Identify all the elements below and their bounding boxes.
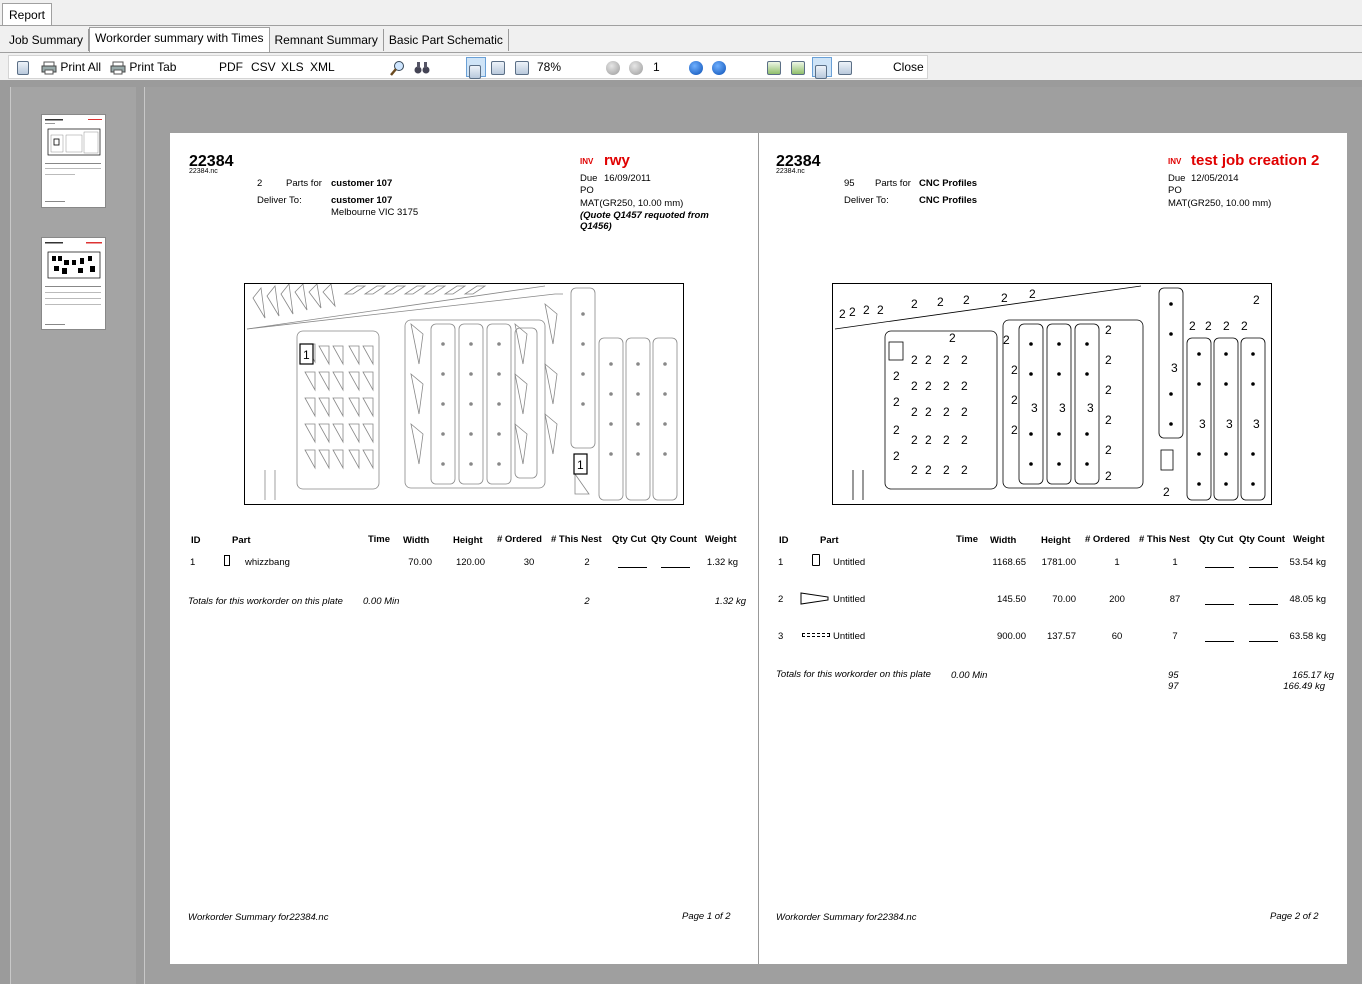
report-tabs (4, 29, 509, 52)
page-footer: Workorder Summary for22384.nc (188, 912, 329, 923)
nest-part-label: 2 (1003, 333, 1010, 347)
row-width: 145.50 (996, 594, 1026, 605)
row-this-nest: 87 (1169, 594, 1181, 605)
thumbnail-pane (10, 87, 136, 984)
due-label: Due (580, 173, 598, 184)
totals-time: 0.00 Min (363, 596, 400, 607)
row-height: 120.00 (455, 557, 485, 568)
print-all-button[interactable] (41, 56, 101, 78)
part-quantity: 2 (257, 178, 263, 189)
col-ordered: # Ordered (1085, 534, 1130, 545)
qty-count-blank (661, 567, 690, 568)
col-ordered: # Ordered (497, 534, 542, 545)
row-height: 137.57 (1046, 631, 1076, 642)
nest-part-label: 2 (943, 463, 950, 477)
page-number-label: Page 1 of 2 (682, 911, 731, 922)
inv-label: INV (1168, 157, 1182, 166)
deliver-to-label: Deliver To: (257, 195, 302, 206)
nest-part-label: 2 (1105, 443, 1112, 457)
qty-cut-blank (1205, 567, 1234, 568)
job-number: 22384 (776, 153, 821, 170)
col-time: Time (368, 534, 391, 545)
row-id: 1 (778, 557, 784, 568)
print-tab-button[interactable] (110, 56, 176, 78)
printer-icon (41, 61, 57, 75)
inv-name: rwy (604, 152, 630, 169)
nest-part-label: 2 (849, 305, 856, 319)
col-height: Height (1041, 535, 1071, 546)
nest-part-label: 2 (1105, 323, 1112, 337)
row-width: 900.00 (996, 631, 1026, 642)
qty-cut-blank (1205, 604, 1234, 605)
inv-name: test job creation 2 (1191, 152, 1320, 169)
nest-part-label: 3 (1226, 417, 1233, 431)
part-quantity: 95 (844, 178, 855, 189)
nest-part-label: 2 (893, 395, 900, 409)
col-time: Time (956, 534, 979, 545)
totals-weight: 165.17 kg (1292, 670, 1334, 681)
totals-nest: 95 (1168, 670, 1179, 681)
printer-icon (110, 61, 126, 75)
col-weight: Weight (705, 534, 737, 545)
deliver-name: customer 107 (331, 195, 393, 206)
qty-count-blank (1249, 641, 1278, 642)
first-page-icon[interactable] (606, 56, 620, 78)
qty-cut-blank (1205, 641, 1234, 642)
next-page-icon[interactable] (689, 56, 703, 78)
totals-weight: 1.32 kg (714, 596, 746, 607)
col-qty-count: Qty Count (1239, 534, 1285, 545)
po-label: PO (1168, 185, 1182, 196)
previous-page-icon[interactable] (629, 56, 643, 78)
file-name: 22384.nc (189, 168, 218, 175)
nest-part-label: 1 (577, 458, 584, 472)
divider (0, 25, 1362, 26)
report-page-2 (759, 133, 1347, 964)
col-weight: Weight (1293, 534, 1325, 545)
col-qty-cut: Qty Cut (1199, 534, 1234, 545)
nest-schematic (245, 284, 683, 504)
row-ordered: 1 (1114, 557, 1120, 568)
row-width: 70.00 (408, 557, 432, 568)
search-icon[interactable] (390, 56, 406, 78)
totals-label: Totals for this workorder on this plate (776, 669, 931, 680)
col-qty-cut: Qty Cut (612, 534, 647, 545)
page-number-label: Page 2 of 2 (1270, 911, 1319, 922)
deliver-name: CNC Profiles (919, 195, 978, 206)
nest-part-label: 2 (1105, 353, 1112, 367)
col-part: Part (820, 535, 839, 546)
totals-weight-all: 166.49 kg (1283, 681, 1325, 692)
nest-part-label: 2 (1223, 319, 1230, 333)
nest-part-label: 2 (949, 331, 956, 345)
row-weight: 48.05 kg (1289, 594, 1326, 605)
nest-part-label: 2 (961, 379, 968, 393)
row-this-nest: 2 (584, 557, 590, 568)
col-id: ID (779, 535, 789, 546)
page-footer: Workorder Summary for22384.nc (776, 912, 917, 923)
due-label: Due (1168, 173, 1186, 184)
col-id: ID (191, 535, 201, 546)
xml-export-button[interactable]: XML (310, 60, 335, 74)
zoom-input[interactable]: 78% (535, 58, 575, 76)
nest-part-label: 2 (925, 463, 932, 477)
nest-part-label: 2 (1189, 319, 1196, 333)
find-binoculars-icon[interactable] (414, 56, 430, 78)
row-height: 1781.00 (1041, 557, 1076, 568)
nest-part-label: 2 (943, 433, 950, 447)
totals-nest: 2 (584, 596, 590, 607)
row-height: 70.00 (1052, 594, 1076, 605)
nest-part-label: 2 (893, 369, 900, 383)
nest-part-label: 2 (943, 353, 950, 367)
xls-export-button[interactable]: XLS (281, 60, 304, 74)
nest-part-label: 2 (911, 379, 918, 393)
nest-part-label: 2 (1205, 319, 1212, 333)
last-page-icon[interactable] (712, 56, 726, 78)
part-thumbnail (812, 554, 820, 566)
print-all-label: Print All (60, 60, 102, 74)
nest-part-label: 2 (925, 405, 932, 419)
nest-part-label: 3 (1171, 361, 1178, 375)
col-qty-count: Qty Count (651, 534, 697, 545)
divider (0, 52, 1362, 53)
nest-drawing (832, 283, 1272, 505)
close-button[interactable]: Close (893, 60, 924, 74)
nest-part-label: 2 (925, 379, 932, 393)
nest-part-label: 2 (911, 463, 918, 477)
nest-part-label: 2 (1011, 423, 1018, 437)
qty-count-blank (1249, 604, 1278, 605)
nest-part-label: 2 (1241, 319, 1248, 333)
po-label: PO (580, 185, 594, 196)
nest-part-label: 2 (1011, 363, 1018, 377)
nest-part-label: 3 (1059, 401, 1066, 415)
inv-label: INV (580, 157, 594, 166)
quote-note: (Quote Q1457 requoted from Q1456) (580, 210, 709, 232)
row-part: Untitled (833, 631, 866, 642)
whole-page-icon[interactable] (491, 56, 505, 78)
row-weight: 53.54 kg (1289, 557, 1326, 568)
deliver-address: Melbourne VIC 3175 (331, 207, 419, 218)
totals-nest-all: 97 (1168, 681, 1179, 692)
nest-part-label: 2 (943, 379, 950, 393)
col-this-nest: # This Nest (1139, 534, 1190, 545)
nest-part-label: 2 (1253, 293, 1260, 307)
nest-part-label: 2 (1001, 291, 1008, 305)
csv-export-button[interactable]: CSV (251, 60, 276, 74)
page-number-input[interactable]: 1 (651, 58, 685, 76)
row-weight: 63.58 kg (1289, 631, 1326, 642)
nest-part-label: 2 (1011, 393, 1018, 407)
nest-part-label: 2 (893, 449, 900, 463)
page-thumbnail-2[interactable] (41, 237, 106, 330)
parts-for-label: Parts for (286, 178, 322, 189)
row-id: 1 (190, 557, 196, 568)
multi-page-view-icon[interactable] (838, 56, 852, 78)
nest-part-label: 3 (1031, 401, 1038, 415)
row-ordered: 30 (523, 557, 535, 568)
qty-cut-blank (618, 567, 647, 568)
nest-part-label: 2 (1105, 383, 1112, 397)
row-weight: 1.32 kg (706, 557, 738, 568)
nest-part-label: 2 (877, 303, 884, 317)
parts-for-label: Parts for (875, 178, 911, 189)
row-this-nest: 7 (1172, 631, 1178, 642)
tab-workorder-summary-with-times[interactable]: Workorder summary with Times (89, 27, 269, 52)
row-ordered: 60 (1111, 631, 1123, 642)
nest-part-label: 3 (1253, 417, 1260, 431)
text-width-icon[interactable] (515, 56, 529, 78)
nest-part-label: 2 (1163, 485, 1170, 499)
col-height: Height (453, 535, 483, 546)
material: MAT(GR250, 10.00 mm) (1168, 198, 1272, 209)
nest-part-label: 2 (925, 353, 932, 367)
row-id: 2 (778, 594, 784, 605)
report-toolbar (8, 55, 928, 79)
nest-part-label: 2 (863, 303, 870, 317)
file-name: 22384.nc (776, 168, 805, 175)
part-thumbnail (800, 591, 830, 605)
nest-part-label: 2 (961, 433, 968, 447)
nest-part-label: 2 (961, 405, 968, 419)
tab-remnant-summary[interactable]: Remnant Summary (270, 29, 384, 51)
row-this-nest: 1 (1172, 557, 1178, 568)
nest-part-label: 2 (911, 297, 918, 311)
col-this-nest: # This Nest (551, 534, 602, 545)
totals-time: 0.00 Min (951, 670, 988, 681)
nest-part-label: 2 (893, 423, 900, 437)
due-date: 12/05/2014 (1191, 173, 1239, 184)
nest-part-label: 2 (961, 463, 968, 477)
part-thumbnail (224, 555, 230, 566)
nest-part-label: 2 (839, 307, 846, 321)
deliver-to-label: Deliver To: (844, 195, 889, 206)
nest-part-label: 2 (911, 405, 918, 419)
nest-part-label: 2 (1029, 287, 1036, 301)
row-part: Untitled (833, 557, 866, 568)
nest-part-label: 2 (1105, 413, 1112, 427)
nest-part-label: 2 (911, 353, 918, 367)
nest-part-label: 2 (911, 433, 918, 447)
material: MAT(GR250, 10.00 mm) (580, 198, 684, 209)
page-width-icon[interactable] (466, 57, 486, 77)
totals-label: Totals for this workorder on this plate (188, 596, 343, 607)
customer-name: CNC Profiles (919, 178, 978, 189)
nest-part-label: 2 (937, 295, 944, 309)
tab-job-summary[interactable]: Job Summary (4, 29, 89, 51)
nest-part-label: 2 (1105, 469, 1112, 483)
due-date: 16/09/2011 (604, 173, 651, 184)
nest-part-label: 2 (961, 353, 968, 367)
nest-part-label: 3 (1199, 417, 1206, 431)
row-width: 1168.65 (992, 557, 1026, 568)
tab-basic-part-schematic[interactable]: Basic Part Schematic (384, 29, 509, 51)
qty-count-blank (1249, 567, 1278, 568)
two-page-view-icon[interactable] (812, 57, 832, 77)
col-width: Width (403, 535, 430, 546)
page-thumbnail-1[interactable] (41, 114, 106, 208)
row-ordered: 200 (1109, 594, 1125, 605)
row-id: 3 (778, 631, 784, 642)
nest-part-label: 3 (1087, 401, 1094, 415)
continuous-view-icon[interactable] (791, 56, 805, 78)
pdf-export-button[interactable]: PDF (219, 60, 243, 74)
report-page-1 (170, 133, 758, 964)
refresh-icon[interactable] (17, 56, 29, 78)
single-page-view-icon[interactable] (767, 56, 781, 78)
row-part: Untitled (833, 594, 866, 605)
nest-part-label: 2 (925, 433, 932, 447)
customer-name: customer 107 (331, 178, 393, 189)
nest-drawing (244, 283, 684, 505)
job-number: 22384 (189, 153, 234, 170)
print-tab-label: Print Tab (129, 60, 177, 74)
part-thumbnail (802, 633, 830, 637)
col-part: Part (232, 535, 251, 546)
row-part: whizzbang (245, 557, 290, 568)
col-width: Width (990, 535, 1017, 546)
report-tab[interactable]: Report (2, 3, 52, 25)
nest-part-label: 2 (963, 293, 970, 307)
nest-part-label: 1 (303, 348, 310, 362)
nest-part-label: 2 (943, 405, 950, 419)
nest-schematic (833, 284, 1271, 504)
